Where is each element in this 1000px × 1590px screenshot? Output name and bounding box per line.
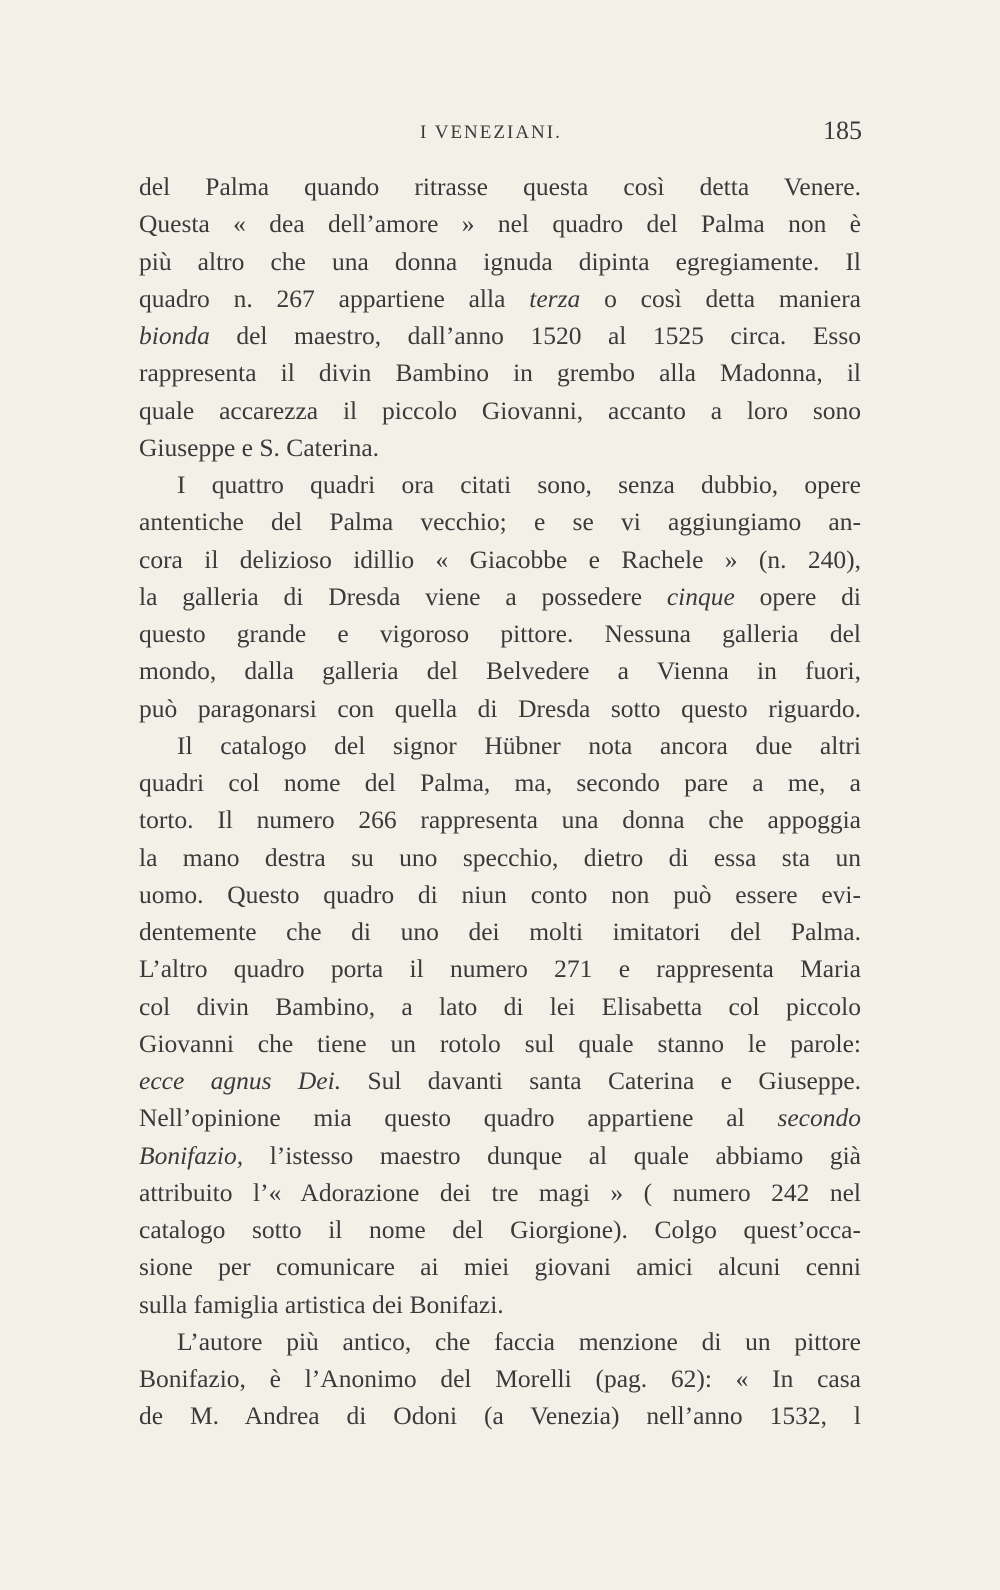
paragraph-start-line: Il catalogo del signor Hübner nota ancora due altri: [177, 730, 861, 760]
text-line: catalogo sotto il nome del Giorgione). Colgo quest’occa-: [139, 1215, 861, 1244]
page-header: [0, 112, 1000, 152]
text-line: ecce agnus Dei. Sul davanti santa Caterina e Giuseppe.: [139, 1066, 862, 1095]
text-line: rappresenta il divin Bambino in grembo alla Madonna, il: [139, 358, 861, 388]
text-line: antentiche del Palma vecchio; e se vi aggiungiamo an-: [139, 507, 861, 537]
paragraph-start-line: I quattro quadri ora citati sono, senza dubbio, opere: [177, 470, 861, 499]
text-line: Bonifazio, è l’Anonimo del Morelli (pag. 62): « In casa: [139, 1364, 861, 1393]
text-line: cora il delizioso idillio « Giacobbe e Rachele » (n. 240),: [139, 544, 861, 574]
text-line: quadro n. 267 appartiene alla terza o così detta maniera: [139, 283, 861, 313]
italic-secondo: secondo: [777, 1103, 861, 1133]
text-line: Bonifazio, l’istesso maestro dunque al quale abbiamo già: [139, 1140, 861, 1170]
text-line: la mano destra su uno specchio, dietro di essa sta un: [139, 842, 861, 872]
text-line: può paragonarsi con quella di Dresda sotto questo riguardo.: [139, 693, 861, 723]
text-line: mondo, dalla galleria del Belvedere a Vienna in fuori,: [139, 656, 861, 686]
text-line: più altro che una donna ignuda dipinta egregiamente. Il: [139, 246, 861, 276]
running-title: I VENEZIANI.: [420, 122, 562, 143]
text-line: torto. Il numero 266 rappresenta una donna che appoggia: [139, 805, 861, 835]
text-line: Nell’opinione mia questo quadro appartiene al secondo: [139, 1103, 861, 1133]
italic-bonifazio: Bonifazio,: [139, 1140, 244, 1170]
text-line: questo grande e vigoroso pittore. Nessuna galleria del: [139, 619, 861, 648]
italic-cinque: cinque: [666, 581, 735, 611]
italic-bionda: bionda: [139, 321, 210, 350]
text-line: de M. Andrea di Odoni (a Venezia) nell’anno 1532, l: [139, 1401, 861, 1431]
text-line: sulla famiglia artistica dei Bonifazi.: [139, 1289, 504, 1319]
paragraph-start-line: L’autore più antico, che faccia menzione di un pittore: [177, 1326, 861, 1356]
text-line: Giuseppe e S. Caterina.: [139, 432, 380, 462]
text-line: quale accarezza il piccolo Giovanni, accanto a loro sono: [139, 395, 861, 425]
text-line: col divin Bambino, a lato di lei Elisabetta col piccolo: [139, 991, 861, 1021]
text-line: bionda del maestro, dall’anno 1520 al 1525 circa. Esso: [139, 321, 861, 350]
page-number: 185: [823, 116, 862, 145]
text-line: dentemente che di uno dei molti imitatori del Palma.: [139, 917, 861, 946]
text-line: Questa « dea dell’amore » nel quadro del Palma non è: [139, 209, 861, 239]
text-line: uomo. Questo quadro di niun conto non può essere evi-: [139, 879, 861, 909]
text-line: L’altro quadro porta il numero 271 e rappresenta Maria: [139, 954, 861, 984]
text-line: attribuito l’« Adorazione dei tre magi » ( numero 242 nel: [139, 1177, 861, 1207]
italic-ecce-agnus-dei: ecce agnus Dei.: [139, 1066, 342, 1095]
body-text: [139, 168, 861, 1435]
text-line: sione per comunicare ai miei giovani amici alcuni cenni: [139, 1252, 861, 1282]
italic-terza: terza: [529, 283, 581, 313]
text-line: quadri col nome del Palma, ma, secondo pare a me, a: [139, 768, 861, 797]
text-line: del Palma quando ritrasse questa così detta Venere.: [139, 172, 861, 201]
text-line: Giovanni che tiene un rotolo sul quale stanno le parole:: [139, 1028, 861, 1058]
text-line: la galleria di Dresda viene a possedere cinque opere di: [139, 581, 861, 611]
